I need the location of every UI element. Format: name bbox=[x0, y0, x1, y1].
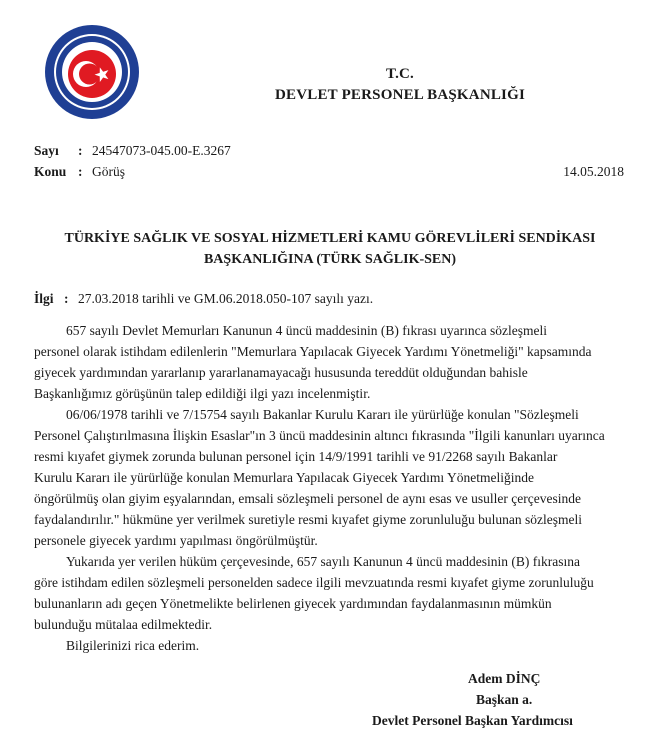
state-personnel-logo bbox=[44, 24, 140, 120]
body-line: resmi kıyafet giymek zorunda bulunan personel için 14/9/1991 tarihli ve 91/2268 sayılı Bakanlar bbox=[34, 449, 558, 464]
addressee-line-2: BAŞKANLIĞINA (TÜRK SAĞLIK-SEN) bbox=[203, 252, 457, 267]
reference-row: İlgi : 27.03.2018 tarihli ve GM.06.2018.050-107 sayılı yazı. bbox=[34, 291, 374, 306]
body-line: göre istihdam edilen sözleşmeli personelden sadece ilgili mevzuatında resmi kıyafet giyme zorunluluğu bbox=[34, 575, 594, 590]
body-line: 06/06/1978 tarihli ve 7/15754 sayılı Bakanlar Kurulu Kararı ile yürürlüğe konulan "Sözleşmeli bbox=[66, 407, 579, 422]
sayi-row: Sayı : 24547073-045.00-E.3267 bbox=[34, 143, 231, 158]
addressee-line-1: TÜRKİYE SAĞLIK VE SOSYAL HİZMETLERİ KAMU GÖREVLİLERİ SENDİKASI bbox=[64, 231, 596, 246]
body-line: Yukarıda yer verilen hüküm çerçevesinde, 657 sayılı Kanunun 4 üncü maddesinin (B) fıkrasına bbox=[66, 554, 580, 569]
body-line: öngörülmüş olan giyim eşyalarından, emsali sözleşmeli personel de aynı esas ve usuller çerçevesinde bbox=[34, 491, 581, 506]
body-line: Personel Çalıştırılmasına İlişkin Esaslar"ın 3 üncü maddesinin altıncı fıkrasında "İlgili kanunları uyarınca bbox=[34, 428, 605, 443]
konu-label: Konu bbox=[34, 164, 67, 179]
header-tc: T.C. bbox=[385, 66, 415, 82]
sayi-value: 24547073-045.00-E.3267 bbox=[92, 143, 231, 158]
body-line: giyecek yardımından yararlanıp yararlanamayacağı hususunda tereddüt olduğundan bahisle bbox=[34, 365, 528, 380]
reference-label: İlgi bbox=[34, 291, 54, 306]
body-line: Başkanlığımız görüşünün talep edildiği ilgi yazı incelenmiştir. bbox=[34, 386, 371, 401]
body-line: Kurulu Kararı ile yürürlüğe konulan Memurlara Yapılacak Giyecek Yardımı Yönetmeliğinde bbox=[34, 470, 534, 485]
signatory-position: Devlet Personel Başkan Yardımcısı bbox=[372, 713, 573, 728]
body-line: personel olarak istihdam edilenlerin "Memurlara Yapılacak Giyecek Yardımı Yönetmeliği" kapsamında bbox=[34, 344, 592, 359]
body-line: 657 sayılı Devlet Memurları Kanunun 4 üncü maddesinin (B) fıkrası uyarınca sözleşmeli bbox=[66, 323, 548, 338]
body-line: Bilgilerinizi rica ederim. bbox=[66, 638, 200, 653]
konu-value: Görüş bbox=[92, 164, 125, 179]
header-institution: DEVLET PERSONEL BAŞKANLIĞI bbox=[275, 87, 525, 103]
konu-row: Konu : Görüş bbox=[34, 164, 125, 179]
reference-text: 27.03.2018 tarihli ve GM.06.2018.050-107 sayılı yazı. bbox=[78, 291, 374, 306]
sayi-label: Sayı bbox=[34, 143, 59, 158]
body-line: faydalandırılır." hükmüne yer verilmek suretiyle resmi kıyafet giyme zorunluluğu bulunan sözleşmeli bbox=[34, 512, 582, 527]
body-line: bulunanların adı geçen Yönetmelikte belirlenen giyecek yardımından faydalanmasının mümkün bbox=[34, 596, 552, 611]
body-line: personele giyecek yardımı yapılması öngörülmüştür. bbox=[34, 533, 318, 548]
signatory-title: Başkan a. bbox=[476, 692, 533, 707]
body-line: bulunduğu mütalaa edilmektedir. bbox=[34, 617, 213, 632]
signatory-name: Adem DİNÇ bbox=[468, 671, 541, 686]
letter-date: 14.05.2018 bbox=[563, 164, 624, 179]
